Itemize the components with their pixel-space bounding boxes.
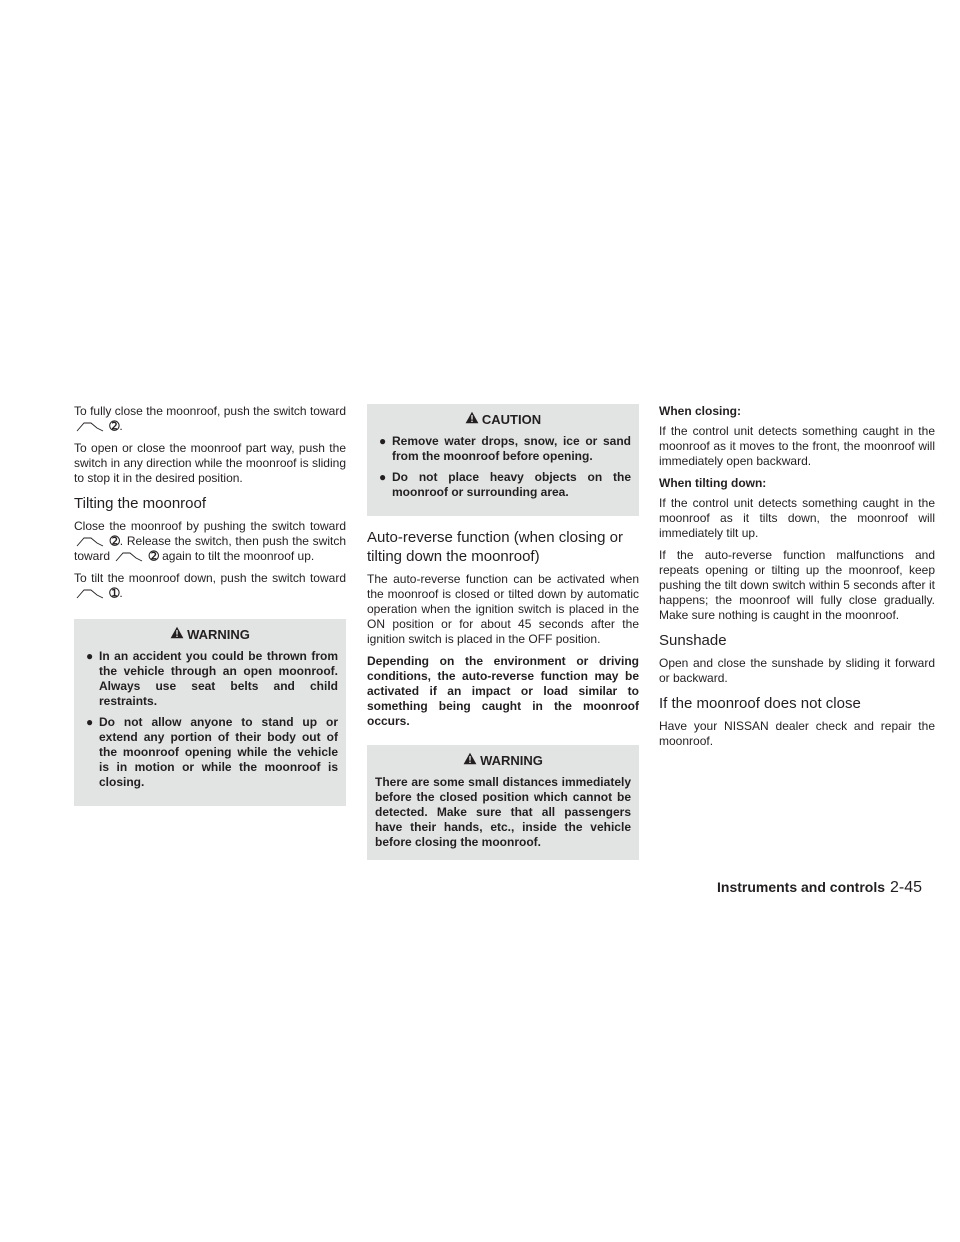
paragraph-auto-reverse: The auto-reverse function can be activated when the moonroof is closed or tilted down by automatic operation when the ignition switch is placed in the ON position or for about 45 seconds after the ignition switch is placed in the OFF position. [367,572,639,646]
heading-tilting: Tilting the moonroof [74,495,207,512]
paragraph-fully-close [74,404,346,434]
label-when-closing: When closing: [659,404,741,418]
caution-title-text: CAUTION [481,411,542,427]
caution-list [375,434,631,500]
paragraph-does-not-close: Have your NISSAN dealer check and repair the moonroof. [659,719,935,748]
warning-triangle-icon [170,626,184,643]
paragraph-part-way: To open or close the moonroof part way, push the switch in any direction while the moonroof is sliding to stop it in the desired position. [74,441,346,485]
paragraph-sunshade: Open and close the sunshade by sliding it forward or backward. [659,656,935,685]
heading-does-not-close: If the moonroof does not close [659,695,861,712]
text: Remove water drops, snow, ice or sand from the moonroof before opening. [392,434,631,463]
column-middle [367,404,639,872]
text: Do not place heavy objects on the moonroof or surrounding area. [392,470,631,499]
text: . [119,586,123,600]
text: In an accident you could be thrown from the vehicle through an open moonroof. Always use seat belts and child restraints. [99,649,338,708]
list-item [375,434,631,464]
list-item [375,470,631,500]
bullet: ● [379,470,387,484]
heading-sunshade: Sunshade [659,632,727,649]
circled-number-icon: ➁ [109,419,120,433]
warning-text: There are some small distances immediately before the closed position which cannot be detected. Make sure that all passengers have their hands, etc., inside the vehicle before closing the moonroof. [375,775,631,849]
moonroof-switch-car-icon [75,587,105,601]
text: . [119,419,123,433]
paragraph-tilt-up [74,519,346,564]
circled-number-icon: ➁ [148,549,159,563]
circled-number-icon: ➁ [109,534,120,548]
caution-title [375,411,631,428]
paragraph-tilt-down [74,571,346,601]
page-footer [717,878,922,897]
warning-title [375,752,631,769]
text: . Release the switch, then push the switch toward [74,534,346,563]
moonroof-switch-car-icon [75,420,105,434]
paragraph-auto-reverse-impact: Depending on the environment or driving conditions, the auto-reverse function may be activated if an impact or load similar to something being caught in the moonroof occurs. [367,654,639,728]
bullet: ● [86,715,94,729]
text: again to tilt the moonroof up. [162,549,315,563]
list-item [82,715,338,790]
page-number: 2-45 [890,879,923,896]
column-left [74,404,346,818]
warning-title-text: WARNING [187,626,250,642]
paragraph-malfunction: If the auto-reverse function malfunctions and repeats opening or tilting up the moonroof, keep pushing the tilt down switch within 5 seconds after it happens; the moonroof will fully close gradually. Make sure nothing is caught in the moonroof. [659,548,935,622]
section-name: Instruments and controls [717,879,886,895]
warning-box [367,745,639,860]
moonroof-switch-car-icon [114,550,144,564]
paragraph-when-closing: If the control unit detects something caught in the moonroof as it moves to the front, the moonroof will immediately open backward. [659,424,935,468]
heading-auto-reverse: Auto-reverse function (when closing or tilting down the moonroof) [367,529,623,565]
bullet: ● [86,649,94,663]
circled-number-icon: ➀ [109,586,120,600]
list-item [82,649,338,709]
column-right [659,404,935,756]
warning-triangle-icon [463,752,477,769]
warning-title-text: WARNING [480,752,543,768]
label-when-tilting: When tilting down: [659,476,767,490]
text: Close the moonroof by pushing the switch toward [74,519,346,533]
paragraph-when-tilting: If the control unit detects something caught in the moonroof as it tilts down, the moonroof will immediately tilt up. [659,496,935,540]
text: Do not allow anyone to stand up or extend any portion of their body out of the moonroof opening while the vehicle is in motion or while the moonroof is closing. [99,715,338,789]
moonroof-switch-car-icon [75,535,105,549]
bullet: ● [379,434,387,448]
caution-box [367,404,639,516]
text: To tilt the moonroof down, push the switch toward [74,571,346,585]
warning-title [82,626,338,643]
text: To fully close the moonroof, push the switch toward [74,404,346,418]
warning-triangle-icon [465,411,479,428]
warning-list [82,649,338,790]
warning-box [74,619,346,806]
